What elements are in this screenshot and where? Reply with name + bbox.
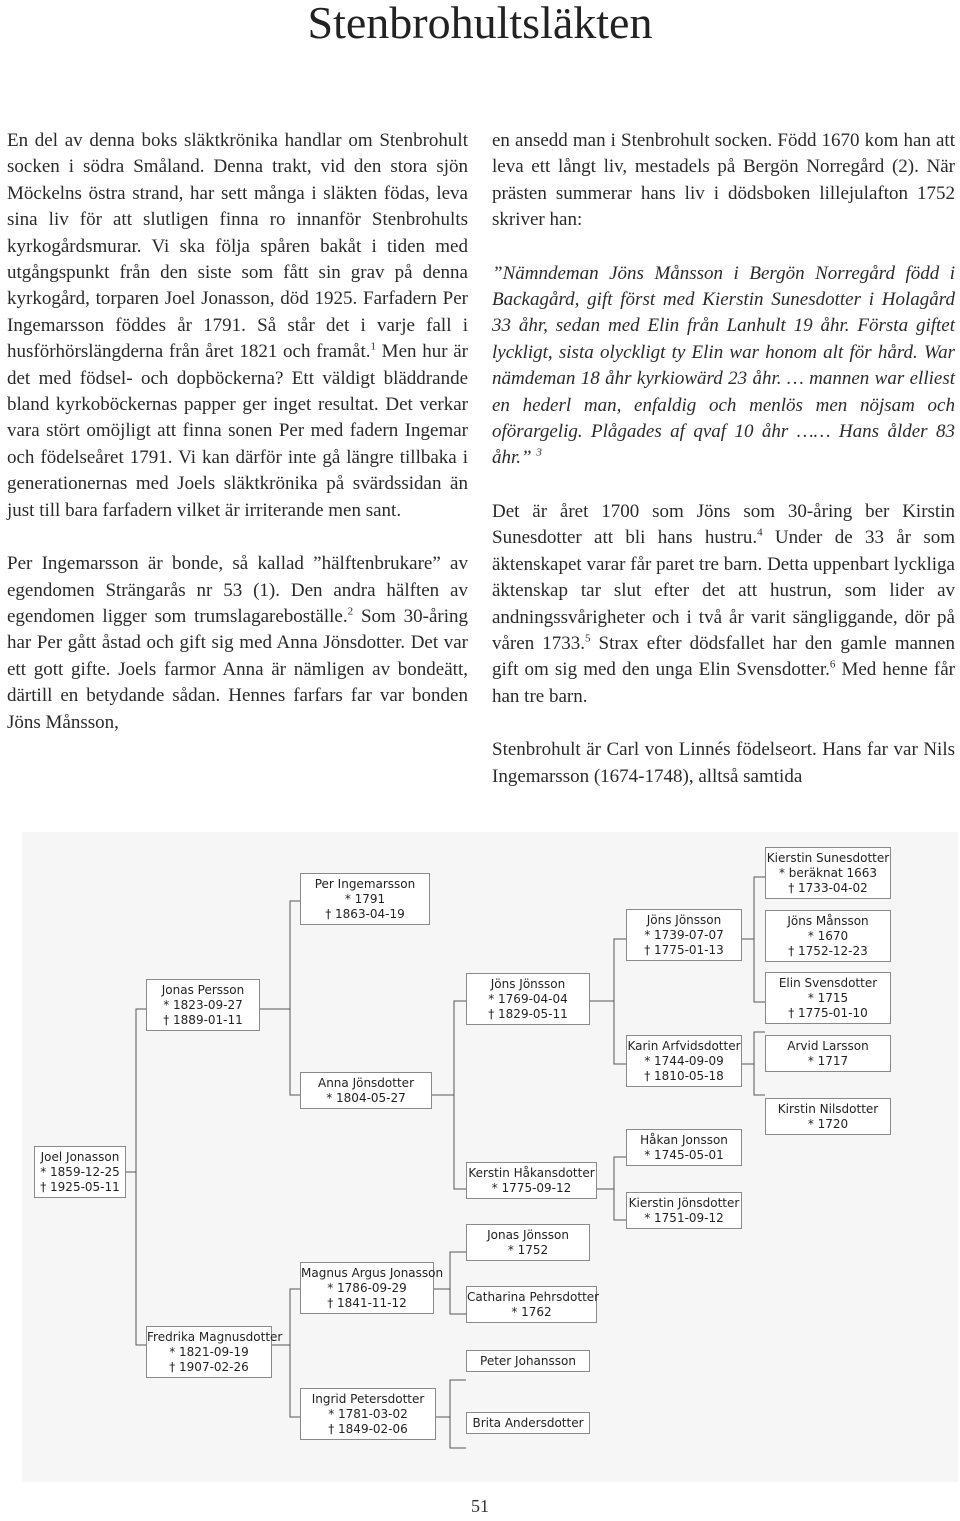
person-died: † 1775-01-10 <box>788 1006 868 1020</box>
person-died: † 1907-02-26 <box>169 1360 249 1374</box>
person-born: * 1859-12-25 <box>40 1165 120 1179</box>
person-born: * 1769-04-04 <box>488 992 568 1006</box>
person-born: * 1752 <box>507 1243 549 1257</box>
person-born: * 1791 <box>344 892 386 906</box>
person-name: Jöns Månsson <box>787 914 869 928</box>
person-died: † 1829-05-11 <box>488 1007 568 1021</box>
footnote-3[interactable]: 3 <box>536 447 542 460</box>
person-died: † 1925-05-11 <box>40 1180 120 1194</box>
footnote-4[interactable]: 4 <box>757 526 763 539</box>
person-born: * 1786-09-29 <box>327 1281 407 1295</box>
page-title: Stenbrohultsläkten <box>307 0 653 48</box>
person-born: * 1745-05-01 <box>644 1148 724 1162</box>
person-box <box>626 1035 742 1087</box>
paragraph-linne: Stenbrohult är Carl von Linnés födelseort. Hans far var Nils Ingemarsson (1674-1748), alltså samtida <box>492 739 955 787</box>
person-box <box>466 1224 590 1261</box>
footnote-2[interactable]: 2 <box>347 605 354 618</box>
person-died: † 1889-01-11 <box>163 1013 243 1027</box>
connector-fredrika <box>272 1289 300 1417</box>
footnote-5[interactable]: 5 <box>585 632 591 645</box>
person-born: * 1739-07-07 <box>644 928 724 942</box>
person-box <box>146 979 260 1031</box>
person-box <box>300 873 430 925</box>
person-name: Arvid Larsson <box>787 1039 869 1053</box>
person-box <box>765 910 891 962</box>
person-born: * 1720 <box>807 1117 849 1131</box>
person-born: * 1751-09-12 <box>644 1211 724 1225</box>
person-box <box>765 1098 891 1135</box>
connector-ingrid <box>436 1380 466 1448</box>
page-number: 51 <box>471 1496 489 1516</box>
person-name: Håkan Jonsson <box>640 1133 728 1147</box>
person-box <box>626 909 742 961</box>
connector-jons-1769 <box>590 939 626 1064</box>
person-born: * 1717 <box>807 1054 849 1068</box>
person-box <box>466 1412 590 1434</box>
person-box <box>300 1388 436 1440</box>
person-born: * 1781-03-02 <box>328 1407 408 1421</box>
connector-kerstin <box>597 1157 626 1220</box>
person-name: Kerstin Håkansdotter <box>468 1166 595 1180</box>
person-box <box>626 1129 742 1166</box>
footnote-6[interactable]: 6 <box>829 658 836 671</box>
person-name: Elin Svensdotter <box>778 976 878 990</box>
person-name: Karin Arfvidsdotter <box>627 1039 741 1053</box>
person-box <box>300 1072 432 1109</box>
connector-anna <box>432 1001 466 1189</box>
person-name: Jöns Jönsson <box>646 913 722 927</box>
person-name: Jonas Jönsson <box>487 1228 569 1242</box>
person-name: Ingrid Petersdotter <box>311 1392 425 1406</box>
person-born: * 1775-09-12 <box>491 1181 572 1195</box>
person-box <box>466 1350 590 1372</box>
connector-jons-1739 <box>742 877 765 1002</box>
person-name: Anna Jönsdotter <box>317 1076 414 1090</box>
person-name: Catharina Pehrsdotter <box>467 1290 600 1304</box>
text-column-left <box>7 128 468 736</box>
person-died: † 1752-12-23 <box>788 944 868 958</box>
person-box <box>466 1162 597 1199</box>
death-record-quote: ”Nämndeman Jöns Månsson i Bergön Norregård född i Backagård, gift först med Kierstin Sunesdotter i Holagård 33 åhr, sedan med Elin från Lanhult 19 åhr. Första giftet lyckligt, sista olyckligt ty Elin war honom alt för hård. War nämdeman 18 åhr kyrkiowärd 23 åhr. … mannen war elliest en hederl man, enfaldig och menlös men nöjsam och oförargelig. Plågades af qvaf 10 åhr …… Hans ålder 83 åhr.” $^3$ <box>492 262 955 469</box>
person-name: Kirstin Nilsdotter <box>777 1102 879 1116</box>
person-born: * 1762 <box>511 1305 552 1319</box>
text-column-right <box>492 128 955 790</box>
person-name: Jonas Persson <box>161 983 245 997</box>
person-box <box>466 973 590 1025</box>
connector-joel <box>126 1009 146 1345</box>
person-name: Joel Jonasson <box>40 1150 120 1164</box>
person-name: Per Ingemarsson <box>314 877 416 891</box>
person-box <box>626 1192 742 1229</box>
person-died: † 1849-02-06 <box>328 1422 408 1436</box>
person-born: * 1670 <box>807 929 849 943</box>
connector-magnus <box>434 1252 466 1314</box>
paragraph-marriage: Det är året 1700 som Jöns som 30-åring ber Kirstin Sunesdotter att bli hans hustru.$^4$ Under de 33 år som äktenskapet varar får paret tre barn. Detta uppenbart lyckliga äktenskap tar slut efter det att hustrun, som lider av andningssvårigheter och i två år varit sängliggande, dör på våren 1733.$^5$ Strax efter dödsfallet har den gamle mannen gift om sig med den unga Elin Svensdotter.$^6$ Med henne får han tre barn. <box>492 500 956 707</box>
person-died: † 1775-01-13 <box>644 943 724 957</box>
person-name: Kierstin Jönsdotter <box>628 1196 740 1210</box>
person-name: Fredrika Magnusdotter <box>147 1330 283 1344</box>
person-died: † 1733-04-02 <box>788 881 868 895</box>
person-born: * 1715 <box>807 991 849 1005</box>
person-born: * beräknat 1663 <box>778 866 878 880</box>
person-name: Brita Andersdotter <box>472 1416 584 1430</box>
footnote-1[interactable]: 1 <box>370 340 376 353</box>
paragraph-per-ingemarsson: Per Ingemarsson är bonde, så kallad ”hälftenbrukare” av egendomen Strängarås nr 53 (1). Den andra hälften av egendomen ligger som trumslagareboställe.$^2$ Som 30-åring har Per gått åstad och gift sig med Anna Jönsdotter. Det var ett gott gifte. Joels farmor Anna är nämligen av bondeätt, därtill en betydande sådan. Hennes farfars far var bonden Jöns Månsson, <box>7 553 468 733</box>
person-name: Jöns Jönsson <box>490 977 566 991</box>
person-box <box>765 847 891 899</box>
paragraph-intro: En del av denna boks släktkrönika handlar om Stenbrohult socken i södra Småland. Denna trakt, vid den stora sjön Möckelns östra strand, har sett många i släkten födas, leva sina liv för att slutligen finna ro innanför Stenbrohults kyrkogårdsmurar. Vi ska följa spåren bakåt i tiden med utgångspunkt från den siste som fått sin grav på denna kyrkogård, torparen Joel Jonasson, död 1925. Farfadern Per Ingemarsson föddes år 1791. Så står det i varje fall i husförhörslängderna från året 1821 och framåt.$^1$ Men hur är det med födsel- och dopböckerna? Ett väldigt bläddrande bland kyrkoböckernas papper ger inget resultat. Det verkar vara stört omöjligt att finna sonen Per med fadern Ingemar och födelseåret 1791. Vi kan därför inte gå längre tillbaka i generationernas med Joels släktkrönika på svärdssidan än just till bara farfadern vilket är irriterande men sant. <box>7 130 468 521</box>
person-born: * 1744-09-09 <box>644 1054 724 1068</box>
person-name: Kierstin Sunesdotter <box>766 851 890 865</box>
person-born: * 1821-09-19 <box>169 1345 249 1359</box>
person-died: † 1863-04-19 <box>325 907 405 921</box>
person-name: Magnus Argus Jonasson <box>301 1266 444 1280</box>
paragraph-jons-mansson: en ansedd man i Stenbrohult socken. Född 1670 kom han att leva ett långt liv, mestadels på Bergön Norregård (2). När prästen summerar hans liv i dödsboken lillejulafton 1752 skriver han: <box>492 130 955 231</box>
person-box <box>765 1035 891 1072</box>
connector-karin <box>742 1032 765 1095</box>
person-box <box>300 1262 444 1314</box>
family-tree <box>22 832 958 1482</box>
person-box <box>765 972 891 1024</box>
person-box <box>466 1286 600 1323</box>
person-name: Peter Johansson <box>480 1354 576 1368</box>
person-box <box>34 1146 126 1198</box>
connector-jonas <box>260 901 300 1095</box>
person-born: * 1823-09-27 <box>163 998 243 1012</box>
person-died: † 1810-05-18 <box>644 1069 724 1083</box>
person-box <box>146 1326 283 1378</box>
person-born: * 1804-05-27 <box>326 1091 406 1105</box>
person-died: † 1841-11-12 <box>327 1296 407 1310</box>
